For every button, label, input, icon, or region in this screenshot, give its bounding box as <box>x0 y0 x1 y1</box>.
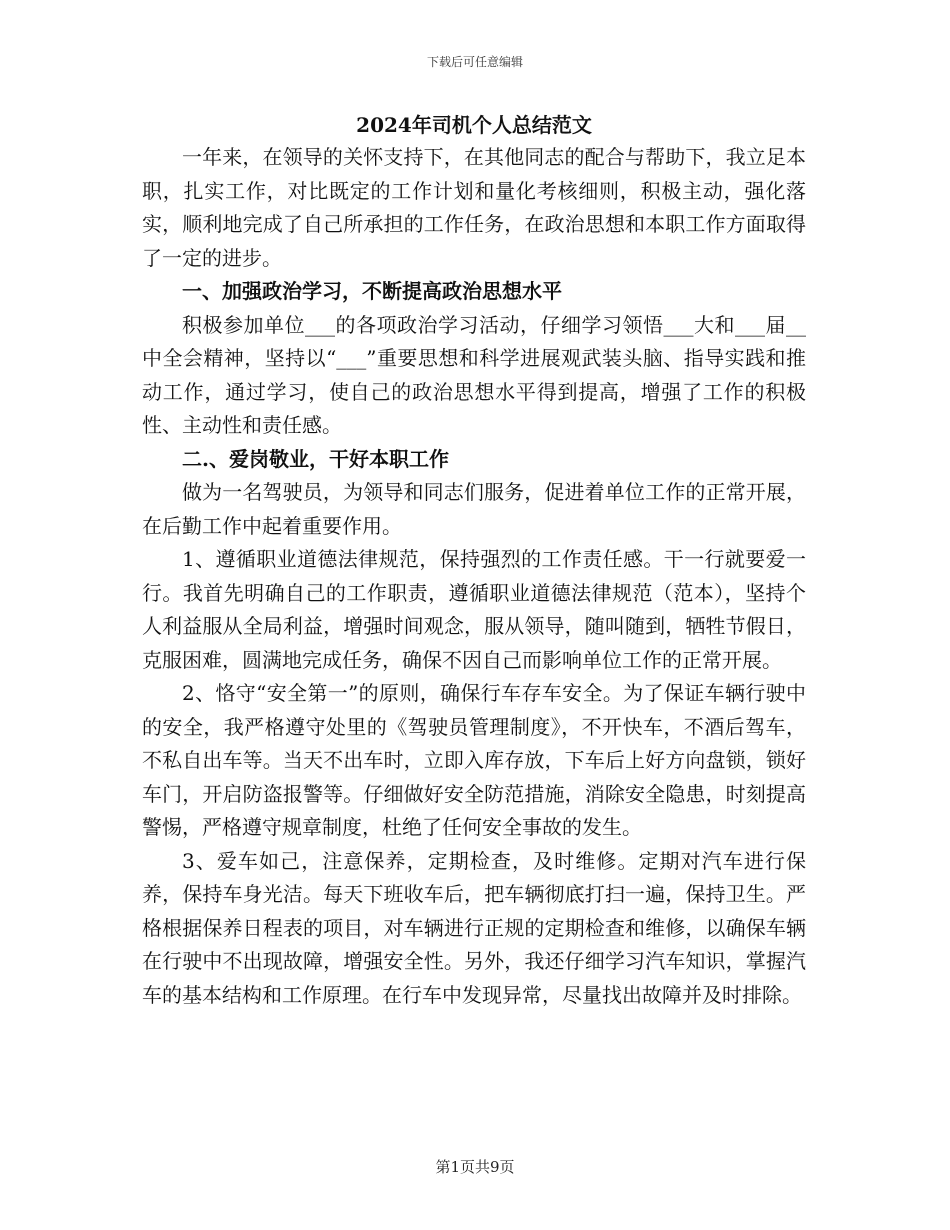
page-header-note: 下载后可任意编辑 <box>426 55 523 69</box>
page-number: 第1页共9页 <box>435 1158 515 1176</box>
document-title: 2024年司机个人总结范文 <box>356 113 592 137</box>
item-3-paragraph: 3、爱车如己，注意保养，定期检查，及时维修。定期对汽车进行保养，保持车身光洁。每天下班收车后，把车辆彻底打扫一遍，保持卫生。严格根据保养日程表的项目，对车辆进行正规的定期检查和维修，以确保车辆在行驶中不出现故障，增强安全性。另外，我还仔细学习汽车知识，掌握汽车的基本结构和工作原理。在行车中发现异常，尽量找出故障并及时排除。 <box>142 848 806 1007</box>
section-heading-2: 二.、爱岗敬业，干好本职工作 <box>182 446 449 471</box>
item-2-paragraph: 2、恪守“安全第一”的原则，确保行车存车安全。为了保证车辆行驶中的安全，我严格遵守处里的《驾驶员管理制度》，不开快车，不酒后驾车，不私自出车等。当天不出车时，立即入库存放，下车后上好方向盘锁，锁好车门，开启防盗报警等。仔细做好安全防范措施，消除安全隐患，时刻提高警惕，严格遵守规章制度，杜绝了任何安全事故的发生。 <box>142 681 806 839</box>
section-2-paragraph: 做为一名驾驶员，为领导和同志们服务，促进着单位工作的正常开展，在后勤工作中起着重要作用。 <box>142 480 806 538</box>
section-heading-1: 一、加强政治学习，不断提高政治思想水平 <box>182 279 562 303</box>
item-1-paragraph: 1、遵循职业道德法律规范，保持强烈的工作责任感。干一行就要爱一行。我首先明确自己的工作职责，遵循职业道德法律规范（范本），坚持个人利益服从全局利益，增强时间观念，服从领导，随叫随到，牺牲节假日，克服困难，圆满地完成任务，确保不因自己而影响单位工作的正常开展。 <box>142 547 806 672</box>
intro-paragraph: 一年来，在领导的关怀支持下，在其他同志的配合与帮助下，我立足本职，扎实工作，对比既定的工作计划和量化考核细则，积极主动，强化落实，顺利地完成了自己所承担的工作任务，在政治思想和本职工作方面取得了一定的进步。 <box>142 145 806 270</box>
section-1-paragraph: 积极参加单位___的各项政治学习活动，仔细学习领悟___大和___届__中全会精神，坚持以“___”重要思想和科学进展观武装头脑、指导实践和推动工作，通过学习，使自己的政治思想水平得到提高，增强了工作的积极性、主动性和责任感。 <box>142 312 806 437</box>
document-body <box>142 109 806 1012</box>
